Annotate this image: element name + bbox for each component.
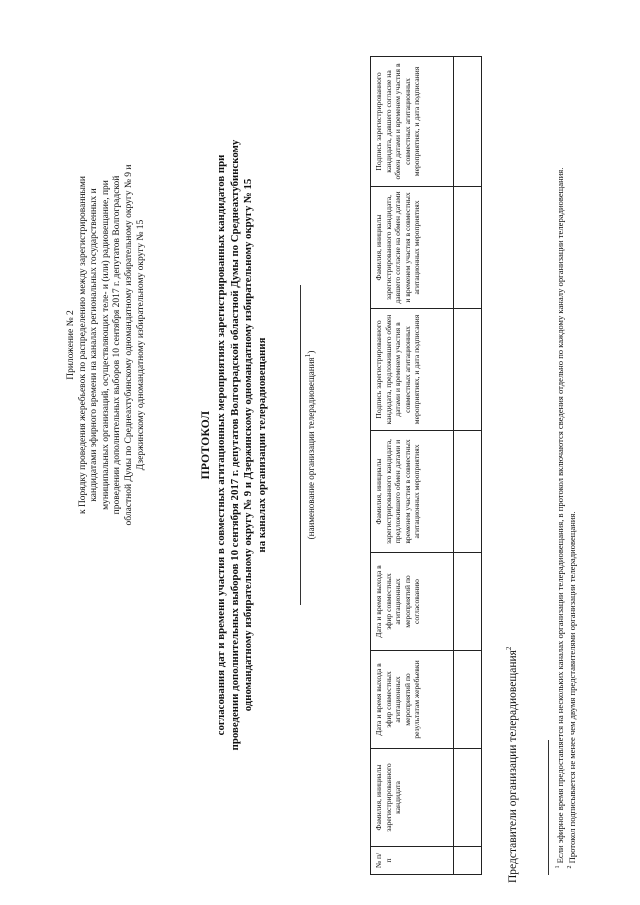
table-cell <box>454 431 482 553</box>
protocol-subtitle <box>215 135 269 755</box>
appendix-line: к Порядку проведения жеребьевок по распределению между зарегистрированными <box>77 175 88 515</box>
organization-name-field <box>300 285 316 605</box>
table-cell <box>454 187 482 309</box>
table-row-empty <box>454 57 482 875</box>
table-cell <box>454 749 482 847</box>
table-cell <box>454 553 482 651</box>
appendix-line: проведении дополнительных выборов 10 сентября 2017 г. депутатов Волгоградской <box>112 175 123 515</box>
appendix-line: кандидатами эфирного времени на каналах региональных государственных и <box>89 188 100 502</box>
header-cell-proposer-signature: Подпись зарегистрированного кандидата, предложившего обмен датами и временем участия в совместных агитационных мероприятиях, и дата подписания <box>371 309 454 431</box>
table-cell <box>454 651 482 749</box>
header-cell-candidate: Фамилия, инициалы зарегистрированного кандидата <box>371 749 454 847</box>
appendix-line: муниципальных организаций, осуществляющих теле- и (или) радиовещание, при <box>100 180 111 510</box>
appendix-title: Приложение № 2 <box>66 310 76 380</box>
header-cell-proposer-name: Фамилия, инициалы зарегистрированного кандидата, предложившего обмен датами и временем участия в совместных агитационных мероприятиях <box>371 431 454 553</box>
protocol-subtitle-line: на каналах организации телерадиовещания <box>255 337 268 553</box>
protocol-title: ПРОТОКОЛ <box>200 410 212 480</box>
header-cell-number: № п/п <box>371 847 454 875</box>
footnote-item: $^1$ Если эфирное время предоставляется на нескольких каналах организации телерадиовещания, в протокол включаются сведения отдельно по каждому каналу организации телерадиовещания. <box>554 167 565 869</box>
appendix-block <box>66 85 147 605</box>
table-cell <box>454 57 482 187</box>
organization-name-caption: (наименование организации телерадиовещания$^1$) <box>303 350 316 540</box>
protocol-subtitle-line: согласования дат и времени участия в совместных агитационных мероприятиях зарегистрированных кандидатов при <box>215 154 227 736</box>
header-cell-consenter-signature: Подпись зарегистрированного кандидата, давшего согласие на обмен датами и временем участия в совместных агитационных мероприятиях, и дата подписания <box>371 57 454 187</box>
protocol-table <box>370 56 482 875</box>
header-cell-consenter-name: Фамилия, инициалы зарегистрированного кандидата, давшего согласие на обмен датами и временем участия в совместных агитационных мероприятиях <box>371 187 454 309</box>
appendix-line: областной Думы по Среднеахтубинскому одномандатному избирательному округу № 9 и <box>123 164 134 526</box>
protocol-title-block <box>200 135 269 755</box>
footnotes-block <box>553 75 578 875</box>
organization-name-line <box>300 285 301 605</box>
table-cell <box>454 847 482 875</box>
table-cell <box>454 309 482 431</box>
appendix-line: Дзержинскому одномандатному избирательному округу № 15 <box>135 219 146 471</box>
footnote-item: $^2$ Протокол подписывается не менее чем двумя представителями организации телерадиовещания. <box>567 511 578 869</box>
protocol-subtitle-line: проведении дополнительных выборов 10 сентября 2017 г. депутатов Волгоградской областной Думы по Среднеахтубинскому <box>228 139 241 751</box>
header-cell-draw-datetime: Дата и время выхода в эфир совместных агитационных мероприятий по результатам жеребьевки <box>371 651 454 749</box>
protocol-subtitle-line: одномандатному избирательному округу № 9 и Дзержинскому одномандатному избирательному округу № 15 <box>242 178 255 712</box>
representatives-label: Представители организации телерадиовещания$^2$ <box>505 646 519 883</box>
footnote-separator <box>548 740 549 875</box>
table-header-row <box>371 57 454 875</box>
header-cell-agreed-datetime: Дата и время выхода в эфир совместных агитационных мероприятий по согласованию <box>371 553 454 651</box>
